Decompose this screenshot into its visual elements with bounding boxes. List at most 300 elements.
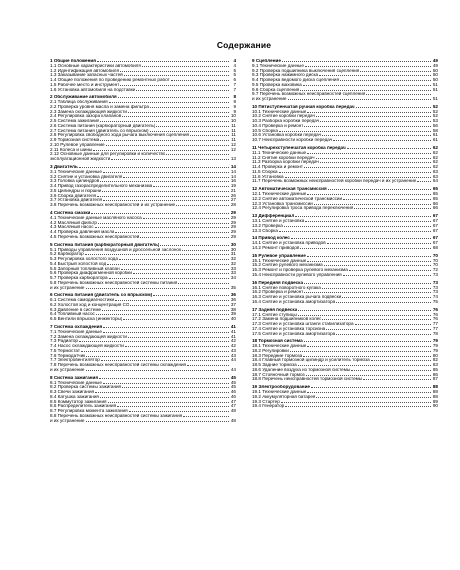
toc-entry-page: 62 [432,149,438,155]
toc-chapter-heading-title: 10 Пятиступенчатая ручная коробка передач [252,104,355,109]
dot-leader [153,186,229,187]
toc-section [50,325,236,373]
toc-entry-title: и их устранение [50,367,85,372]
toc-entry-page: 21 [230,187,236,193]
dot-leader [354,208,431,209]
dot-leader [187,365,229,366]
dot-leader [298,310,431,311]
toc-entry [252,404,438,409]
toc-entry-title: 15.2 Снятие рулевого механизма [252,263,323,268]
toc-entry-page: 9 [233,103,236,109]
toc-entry-page: 38 [230,306,236,312]
toc-entry-title: 13.1 Снятие и установка [252,219,305,223]
toc-entry-title: 3.3 Головка цилиндров [50,179,100,184]
toc-chapter-heading-page: 14 [230,164,236,170]
toc-entry-title: 11.3 Разборка коробки передач [252,160,319,165]
toc-entry-page: 13 [230,156,236,162]
toc-chapter-heading-page: 88 [432,384,438,390]
toc-entry-title: 6.1 Система самодиагностики [50,298,115,303]
dot-leader [333,140,431,141]
toc-entry-page: 80 [432,352,438,358]
dot-leader [129,411,229,412]
toc-entry-page: 62 [432,159,438,165]
toc-entry-page: 11 [231,132,236,138]
toc-entry-page: 51 [432,86,438,92]
dot-leader [304,292,431,293]
toc-entry-page: 39 [230,311,236,317]
toc-chapter-heading-title: 16 Передняя подвеска [252,280,304,285]
toc-entry-title: 12.1 Технические данные [252,192,307,197]
toc-entry-page: 26 [230,192,236,198]
dot-leader [122,116,229,117]
toc-entry-title: 1.1 Основные характеристики автомобиля [50,63,141,68]
dot-leader [86,356,229,357]
toc-entry-title: 11.7 Перечень возможных неисправностей коробки передач и их устранение [252,179,417,184]
toc-chapter-heading-page: 67 [432,213,438,219]
toc-entry-page: 14 [230,173,236,179]
toc-section [252,105,438,143]
toc-section [252,339,438,382]
dot-leader [300,248,431,249]
toc-entry-page: 79 [432,347,438,353]
toc-entry-title: 9.7 Перечень возможных неисправностей сцепления [252,92,366,97]
toc-entry-page: 49 [432,62,438,68]
dot-leader [322,319,431,320]
toc-entry-title: 5.6 Проверка диафрагменной коробки [50,271,132,276]
toc-section [252,214,438,233]
toc-entry-page: 11 [231,137,236,143]
toc-entry [50,368,236,373]
toc-entry-page: 75 [432,298,438,304]
toc-entry-title: 4.5 Перечень возможных неисправностей [50,234,140,239]
dot-leader [360,71,431,72]
toc-entry-title: 15.3 Ремонт и проверка рулевого механизма [252,268,348,273]
toc-entry-page: 89 [432,398,438,404]
toc-entry-page: 73 [432,289,438,295]
toc-entry-title: 18.4 Главный тормозной цилиндр и усилитель тормоза [252,358,370,363]
dot-leader [306,375,431,376]
dot-leader [153,295,229,296]
toc-entry-page: 66 [432,200,438,206]
toc-entry-title: 18.2 Регулировки [252,348,289,353]
dot-leader [336,302,431,303]
toc-entry-page: 11 [231,122,236,128]
dot-leader [125,346,229,347]
dot-leader [356,107,431,108]
toc-entry-title: 4.1 Технические данные масляного насоса [50,215,142,220]
toc-entry-page: 79 [432,343,438,349]
toc-section [50,165,236,208]
dot-leader [281,402,431,403]
toc-chapter-heading-title: 8 Система зажигания [50,375,99,380]
dot-leader [282,61,431,62]
toc-entry-page: 45 [230,379,236,385]
dot-leader [103,327,229,328]
toc-entry-title: 11.4 Проверка и ремонт [252,165,304,170]
toc-section [252,146,438,184]
toc-entry-page: 78 [432,330,438,336]
toc-entry-page: 29 [230,219,236,225]
toc-entry-title: 16.4 Снятие и установка амортизатора [252,299,336,304]
toc-section [50,95,236,162]
dot-leader [156,126,229,127]
toc-entry-page: 73 [432,271,438,277]
dot-leader [307,194,431,195]
dot-leader [290,351,431,352]
dot-leader [130,305,229,306]
toc-entry-title: 8.7 Регулировка момента зажигания [50,409,128,414]
toc-entry-title: 5.3 Регулировка холостого хода [50,257,118,261]
toc-chapter-heading-page: 79 [432,338,438,344]
toc-entry-page: 42 [230,338,236,344]
toc-entry-title: 3.8 Перечень возможных неисправностей и их устранение [50,203,176,208]
dot-leader [103,200,229,201]
toc-entry-title: 2.10 Рулевое управление [50,142,105,147]
dot-leader [95,392,229,393]
toc-entry-title: 7.4 Насос охлаждающей жидкости [50,344,124,349]
toc-entry-page: 70 [432,257,438,263]
toc-section [50,59,236,92]
toc-entry-page: 50 [432,67,438,73]
dot-leader [106,145,229,146]
toc-entry-page: 62 [432,154,438,160]
toc-entry-title: 10.5 Сборка [252,128,278,133]
toc-entry [50,317,236,322]
toc-entry-title: 19.3 Стартер [252,399,280,404]
toc-entry-page: 40 [230,316,236,322]
toc-entry-page: 14 [230,168,236,174]
toc-entry-title: 2.11 Колеса и шины [50,147,93,152]
toc-entry-title: 18.6 Удаление воздуха из тормозной системы [252,367,351,372]
dot-leader [363,379,431,380]
toc-entry [252,273,438,278]
toc-entry-page: 51 [432,96,438,101]
dot-leader [311,387,431,388]
dot-leader [86,421,230,422]
toc-chapter-heading-title: 7 Система охлаждения [50,325,103,330]
toc-entry-title: 16.2 Проверка и ремонт [252,290,304,295]
toc-entry-title: 6.5 Вентили впрыска (инжекторы) [50,317,123,322]
dot-leader [288,99,432,100]
toc-entry-title: 15.4 Неисправности рулевого управления [252,272,342,277]
toc-entry-page: 52 [432,108,438,114]
toc-chapter-heading-title: 4 Система смазки [50,211,91,216]
toc-chapter-heading-page: 70 [432,252,438,258]
dot-leader [118,97,229,98]
dot-leader [304,283,431,284]
toc-entry-page: 64 [432,178,438,184]
toc-entry-page: 36 [230,297,236,303]
toc-entry-page: 29 [230,214,236,220]
toc-entry-page: 46 [230,393,236,399]
dot-leader [366,94,431,95]
dot-leader [307,261,431,262]
toc-entry-title: 2.6 Система питания (карбюраторный двигатель) [50,123,156,128]
toc-entry-page: 10 [230,118,236,124]
dot-leader [100,140,229,141]
toc-entry-page: 29 [230,224,236,230]
toc-entry-page: 85 [432,366,438,372]
dot-leader [150,107,229,108]
toc-section [252,236,438,250]
toc-entry-page: 5 [233,67,236,73]
toc-column-right [252,59,438,427]
toc-entry-page: 44 [230,357,236,363]
toc-entry-title: 5.2 Карбюратор [50,252,84,257]
toc-entry-page: 6 [233,77,236,82]
toc-entry-title: 5.5 Запорный топливный клапан [50,266,120,271]
toc-chapter-heading-title: 14 Привод колес [252,236,290,241]
toc-entry [50,157,236,162]
toc-entry-title: 18.7 Стояночный тормоз [252,372,305,377]
toc-entry-title: 16.3 Снятие и установка рычага подвески [252,295,342,300]
toc-entry-title: эксплуатационной жидкости [50,157,111,162]
toc-entry-page: 52 [432,113,438,119]
toc-entry-title: 7.2 Замена охлаждающей жидкости [50,334,127,339]
dot-leader [103,332,229,333]
dot-leader [133,273,229,274]
toc-entry-page: 76 [432,311,438,317]
toc-entry-page: 63 [432,168,438,174]
toc-entry-title: 5.8 Перечень возможных неисправностей системы питания [50,280,178,285]
dot-leader [124,75,229,76]
dot-leader [343,275,431,276]
dot-leader [285,406,431,407]
toc-entry-title: 3.1 Технические данные [50,169,102,174]
toc-entry-title: 15.1 Технические данные [252,258,307,263]
dot-leader [96,314,229,315]
toc-entry [252,300,438,305]
dot-leader [285,177,431,178]
toc-entry-title: 8.1 Технические данные [50,380,102,385]
toc-entry-title: 5.7 Проверка карбюратора [50,276,108,280]
toc-entry-page: 90 [432,403,438,409]
toc-section [50,243,236,291]
toc-entry-title: 18.5 Задние тормоза [252,363,297,368]
toc-entry-title: 12.3 Установка трансмиссии [252,201,313,206]
dot-leader [324,265,431,266]
toc-entry-page: 61 [432,132,438,138]
dot-leader [355,324,432,325]
dot-leader [298,365,431,366]
toc-chapter-heading-page: 8 [233,94,236,100]
dot-leader [95,227,229,228]
toc-section [50,211,236,240]
toc-entry-title: 2.1 Таблица обслуживания [50,100,108,105]
toc-entry-page: 44 [230,366,236,372]
toc-entry-title: 5.1 Приводы управления воздушной и дроссельной заслонок [50,247,181,252]
toc-entry-title: 2.5 Система зажигания [50,119,100,124]
toc-entry-page: 47 [230,398,236,404]
dot-leader [183,416,229,417]
toc-entry-page: 46 [230,389,236,395]
toc-entry-page: 62 [432,164,438,170]
toc-entry-title: 17.5 Снятие и установка амортизатора [252,331,336,336]
toc-entry-page: 9 [233,108,236,114]
dot-leader [303,85,431,86]
toc-entry-page: 56 [432,122,438,128]
toc-entry-title: 18.8 Перечень неисправностей тормозной системы [252,377,363,382]
dot-leader [298,315,431,316]
dot-leader [316,158,431,159]
toc-entry [50,419,236,424]
toc-entry-title: 7.5 Термостат [50,348,80,353]
toc-entry-title: 17.2 Замена подшипников колес [252,317,322,322]
dot-leader [122,387,229,388]
dot-leader [349,270,431,271]
dot-leader [119,259,229,260]
toc-entry-title: 3.7 Установка двигателя [50,198,102,203]
toc-column-left [50,59,236,427]
dot-leader [328,189,431,190]
toc-entry-page: 37 [230,301,236,307]
dot-leader [371,360,431,361]
toc-entry-title: 19.4 Генератор [252,404,285,409]
toc-entry-title: 11.1 Технические данные [252,150,307,155]
toc-entry-page: 11 [231,127,236,133]
toc-entry-title: 4.4 Проверка давления масла [50,230,115,235]
dot-leader [327,243,431,244]
dot-leader [100,181,229,182]
toc-entry-page: 33 [230,270,236,276]
toc-entry-title: 8.5 Коммутатор зажигания [50,399,107,404]
toc-entry-page: 35 [230,284,236,290]
toc-entry-page: 88 [432,393,438,399]
toc-entry [252,97,438,102]
dot-leader [128,112,229,113]
toc-entry-title: 1.3 Заказывание запасных частей [50,73,123,78]
dot-leader [319,75,431,76]
toc-entry-title: 10.6 Установка коробки передач [252,133,321,138]
toc-entry-title: 14.2 Ремонт приводов [252,245,300,250]
toc-entry-title: 2.3 Замена охлаждающей жидкости [50,109,127,114]
toc-entry-page: 7 [233,81,236,87]
toc-entry-page: 33 [230,265,236,271]
dot-leader [340,80,431,81]
dot-leader [307,112,431,113]
toc-entry [252,229,438,234]
dot-leader [103,172,229,173]
toc-entry [252,138,438,143]
toc-entry-title: 9.4 Проверка ведомого диска сцепления [252,78,339,82]
dot-leader [171,80,229,81]
toc-entry-page: 12 [230,141,236,147]
dot-leader [303,356,431,357]
toc-entry [252,332,438,337]
dot-leader [109,278,229,279]
toc-entry-page: 43 [230,352,236,358]
dot-leader [121,269,229,270]
dot-leader [305,66,431,67]
dot-leader [347,148,431,149]
toc-entry-page: 28 [230,202,236,208]
toc-section [252,59,438,102]
toc-entry-title: 6.3 Давление в системе [50,307,102,312]
dot-leader [307,153,431,154]
dot-leader [182,250,229,251]
dot-leader [284,226,431,227]
toc-entry-page: 53 [432,118,438,124]
toc-entry-title: 19.2 Аккумуляторная батарея [252,394,316,399]
toc-entry-page: 7 [233,86,236,92]
dot-leader [93,150,229,151]
toc-chapter-heading-page: 76 [432,306,438,312]
toc-entry-title: 4.3 Масляный насос [50,225,94,230]
toc-entry-title: 10.2 Снятие коробки передач [252,114,315,119]
dot-leader [115,232,229,233]
dot-leader [316,116,431,117]
toc-entry-title: 7.8 Перечень возможных неисправностей системы охлаждения [50,363,187,368]
dot-leader [314,204,431,205]
dot-leader [190,135,229,136]
dot-leader [351,370,431,371]
toc-entry-title: 12.2 Снятие автоматической трансмиссии [252,196,343,201]
toc-chapter-heading-page: 4 [233,58,236,63]
dot-leader [336,334,431,335]
dot-leader [100,121,229,122]
toc-chapter-heading-title: 2 Обслуживание автомобиля [50,95,117,100]
toc-entry-page: 76 [432,316,438,322]
toc-entry-page: 70 [432,262,438,268]
toc-entry-title: 2.4 Регулировка зазора клапанов [50,114,122,119]
dot-leader [307,392,431,393]
toc-entry-page: 48 [230,417,236,423]
toc-entry-title: 2.8 Регулировка свободного хода рычага выключения сцепления [50,133,190,138]
toc-entry-page: 29 [230,229,236,235]
toc-chapter-heading-page: 73 [432,279,438,285]
dot-leader [316,397,431,398]
toc-section [50,293,236,322]
dot-leader [128,337,229,338]
toc-entry-title: 2.7 Система питания (двигатель со впрыском) [50,128,149,133]
toc-entry-page: 19 [230,183,236,189]
toc-entry-page: 42 [230,343,236,349]
dot-leader [91,213,229,214]
toc-entry-title: 3.6 Сборка двигателя [50,193,96,198]
toc-entry-title: 5.4 Быстрый холостой ход [50,261,107,266]
dot-leader [111,159,229,160]
dot-leader [279,231,431,232]
toc-entry-page: 87 [432,376,438,382]
toc-entry-title: 8.6 Распределитель зажигания [50,404,117,409]
toc-entry-page: 27 [230,197,236,203]
toc-entry-title: 1.5 Рабочее место и инструмент [50,82,120,87]
toc-entry-page: 65 [432,195,438,201]
toc-entry-page: 32 [230,260,236,266]
toc-entry-page: 47 [230,403,236,409]
toc-entry-page: 63 [432,173,438,179]
toc-chapter-heading-title: 9 Сцепление [252,59,281,63]
dot-leader [342,297,431,298]
toc-chapter-heading-page: 30 [230,241,236,247]
toc-entry-page: 86 [432,371,438,377]
toc-entry-page: 45 [230,384,236,390]
toc-chapter-heading-page: 49 [432,58,438,63]
toc-entry-title: и их устранение [252,97,287,101]
toc-entry-title: 11.6 Установка [252,174,284,179]
toc-entry-page: 48 [230,408,236,414]
dot-leader [291,238,431,239]
toc-entry-title: и их устранение [50,418,85,423]
dot-leader [120,71,229,72]
toc-entry [50,235,236,240]
dot-leader [305,221,431,222]
toc-entry-page: 67 [432,227,438,233]
toc-entry-page: 67 [432,240,438,246]
toc-entry-title: 17.3 Снятие и установка штанги стабилизатора [252,322,354,326]
toc-entry-page: 34 [230,275,236,280]
dot-leader [304,126,431,127]
